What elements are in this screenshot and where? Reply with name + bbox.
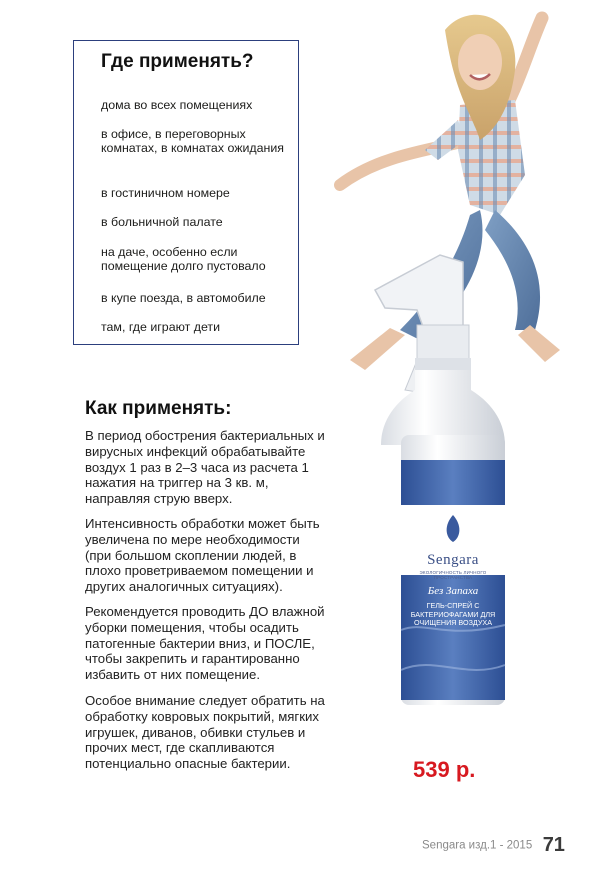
where-item: в гостиничном номере: [101, 186, 230, 200]
spray-bottle-image: [345, 240, 515, 730]
page-footer: [422, 834, 565, 857]
where-item: на даче, особенно если помещение долго пустовало: [101, 245, 266, 273]
product-subbrand: ЭКОЛОГИЧНОСТЬ ЛИЧНОГО ПРОСТРАНСТВА: [419, 570, 487, 580]
how-title: Как применять:: [85, 398, 232, 419]
where-title: Где применять?: [101, 51, 254, 72]
where-item: в офисе, в переговорных комнатах, в комнатах ожидания: [101, 127, 285, 155]
page-number: 71: [542, 834, 565, 856]
where-item: там, где играют дети: [101, 320, 221, 334]
how-paragraph: Особое внимание следует обратить на обработку ковровых покрытий, мягких игрушек, диванов, обивки стульев и прочих мест, где скапливаются потенциально опасные бактерии.: [85, 693, 325, 772]
how-paragraph: Интенсивность обработки может быть увеличена по мере необходимости (при большом скоплении людей, в плохо проветриваемом помещении и других аналогичных ситуациях).: [85, 516, 320, 595]
product-description: ГЕЛЬ-СПРЕЙ С БАКТЕРИОФАГАМИ ДЛЯ ОЧИЩЕНИЯ ВОЗДУХА: [410, 601, 496, 628]
product-script-label: Без Запаха: [427, 585, 479, 597]
where-item: дома во всех помещениях: [101, 98, 253, 112]
product-brand: Sengara: [427, 552, 479, 568]
where-item: в больничной палате: [101, 215, 223, 229]
how-paragraph: Рекомендуется проводить ДО влажной уборки помещения, чтобы осадить патогенные бактерии вниз, и ПОСЛЕ, чтобы закрепить и гарантированно избавить от них помещение.: [85, 604, 325, 683]
where-item: в купе поезда, в автомобиле: [101, 291, 266, 305]
footer-label: Sengara изд.1 - 2015: [422, 839, 533, 852]
where-to-use-box: [73, 40, 299, 345]
how-paragraph: В период обострения бактериальных и вирусных инфекций обрабатывайте воздух 1 раз в 2–3 часа из расчета 1 нажатия на триггер на 3 кв. м, направляя струю вверх.: [85, 428, 325, 507]
price: 539 р.: [413, 757, 476, 782]
